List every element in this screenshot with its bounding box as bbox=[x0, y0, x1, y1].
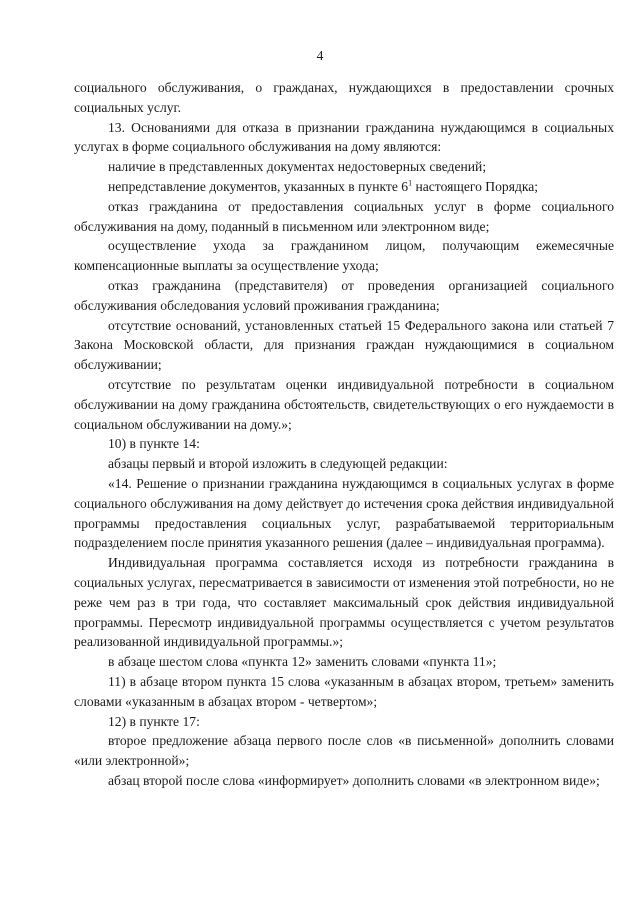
paragraph-12: «14. Решение о признании гражданина нуждающимся в социальных услугах в форме социального обслуживания на дому действует до истечения срока действия индивидуальной программы предоставления социальных услуг, разрабатываемой территориальным подразделением после принятия указанного решения (далее – индивидуальная программа). bbox=[74, 475, 614, 551]
paragraph-4-tail: настоящего Порядка; bbox=[412, 178, 539, 194]
page-number: 4 bbox=[316, 48, 324, 63]
paragraph-17: второе предложение абзаца первого после слов «в письменной» дополнить словами «или электронной»; bbox=[74, 733, 614, 769]
paragraph-13: Индивидуальная программа составляется исходя из потребности гражданина в социальных услугах, пересматривается в зависимости от изменения этой потребности, но не реже чем раз в три года, что составляет максимальный срок действия индивидуальной программы. Пересмотр индивидуальной программы осуществляется с учетом результатов реализованной индивидуальной программы.»; bbox=[74, 555, 614, 650]
paragraph-15: 11) в абзаце втором пункта 15 слова «указанным в абзацах втором, третьем» заменить словами «указанным в абзацах втором - четвертом»; bbox=[74, 673, 614, 709]
paragraph-5: отказ гражданина от предоставления социальных услуг в форме социального обслуживания на дому, поданный в письменном или электронном виде; bbox=[74, 198, 614, 234]
paragraph-4-text: непредставление документов, указанных в пункте 6 bbox=[108, 178, 409, 194]
footnote-superscript: 1 bbox=[408, 178, 413, 188]
paragraph-14: в абзаце шестом слова «пункта 12» заменить словами «пункта 11»; bbox=[108, 654, 497, 670]
paragraph-3: наличие в представленных документах недостоверных сведений; bbox=[108, 159, 487, 175]
paragraph-16: 12) в пункте 17: bbox=[108, 713, 200, 729]
paragraph-8: отсутствие оснований, установленных статьей 15 Федерального закона или статьей 7 Закона Московской области, для признания граждан нуждающимися в социальном обслуживании; bbox=[74, 317, 614, 373]
paragraph-18: абзац второй после слова «информирует» дополнить словами «в электронном виде»; bbox=[108, 772, 600, 788]
paragraph-1: социального обслуживания, о гражданах, нуждающихся в предоставлении срочных социальных услуг. bbox=[74, 80, 614, 115]
paragraph-7: отказ гражданина (представителя) от проведения организацией социального обслуживания обследования условий проживания гражданина; bbox=[74, 277, 614, 313]
paragraph-2: 13. Основаниями для отказа в признании гражданина нуждающимся в социальных услугах в форме социального обслуживания на дому являются: bbox=[74, 119, 614, 155]
document-body bbox=[74, 78, 614, 791]
paragraph-4 bbox=[74, 177, 614, 197]
paragraph-11: абзацы первый и второй изложить в следующей редакции: bbox=[108, 456, 448, 472]
paragraph-9: отсутствие по результатам оценки индивидуальной потребности в социальном обслуживании на дому гражданина обстоятельств, свидетельствующих о его нуждаемости в социальном обслуживании на дому.»; bbox=[74, 376, 614, 432]
paragraph-10: 10) в пункте 14: bbox=[108, 436, 200, 452]
paragraph-6: осуществление ухода за гражданином лицом, получающим ежемесячные компенсационные выплаты за осуществление ухода; bbox=[74, 238, 614, 274]
